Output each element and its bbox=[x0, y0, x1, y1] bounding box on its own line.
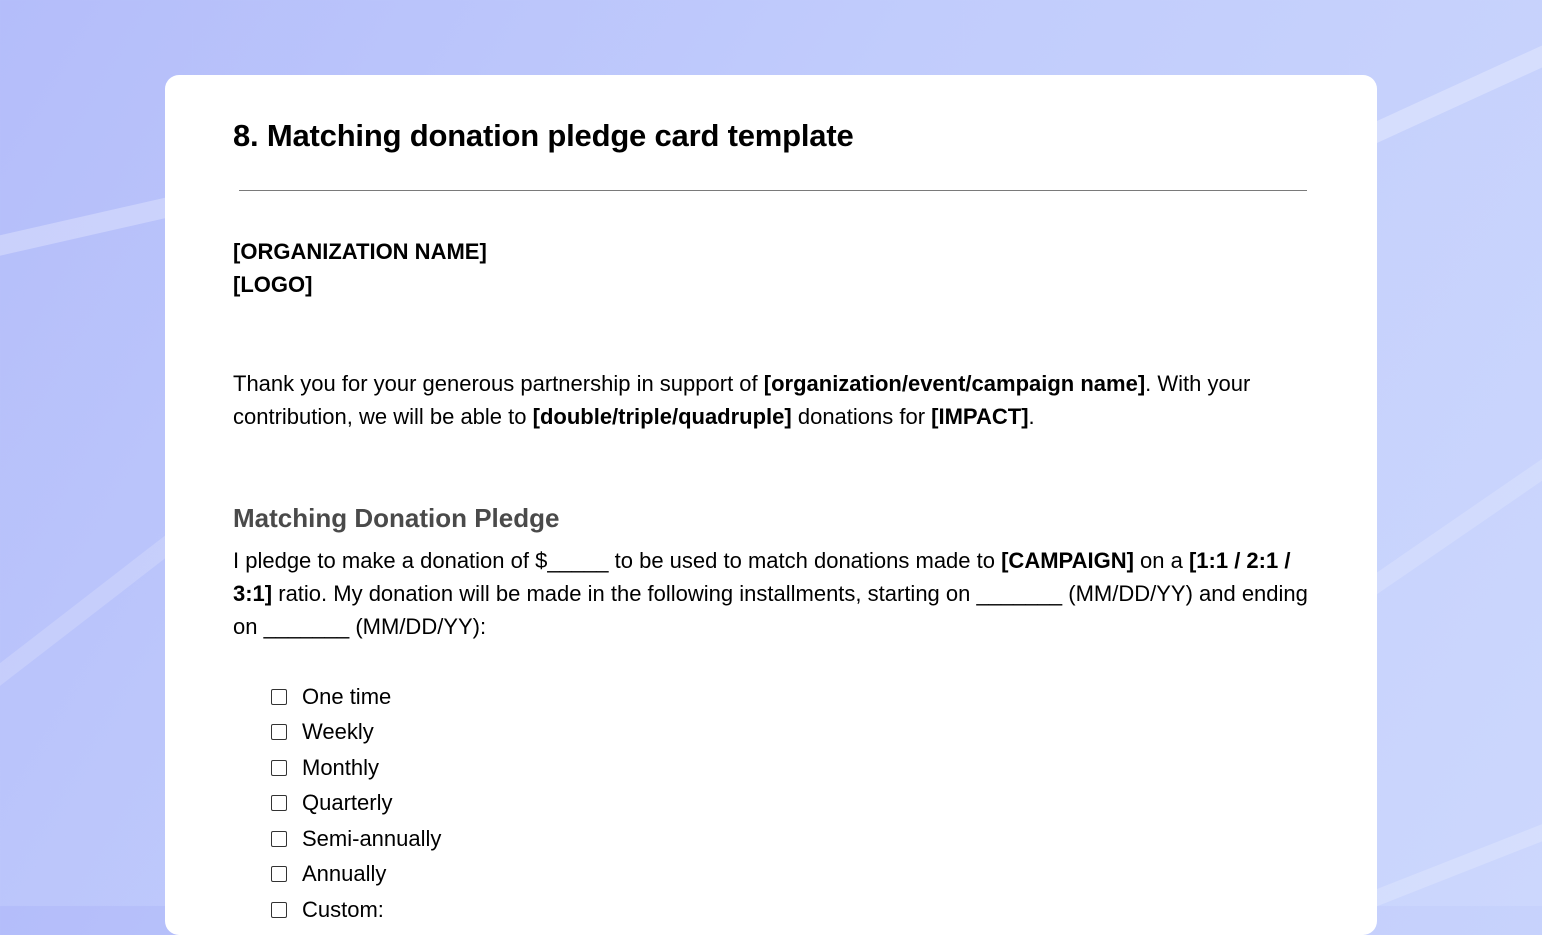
option-label: Custom: bbox=[302, 896, 384, 922]
option-quarterly[interactable] bbox=[271, 786, 1309, 822]
organization-name-placeholder: [ORGANIZATION NAME] bbox=[233, 239, 487, 264]
document-card bbox=[165, 75, 1377, 935]
checkbox-icon[interactable] bbox=[271, 689, 287, 705]
checkbox-icon[interactable] bbox=[271, 795, 287, 811]
option-label: Weekly bbox=[302, 719, 374, 745]
checkbox-icon[interactable] bbox=[271, 866, 287, 882]
option-custom[interactable] bbox=[271, 892, 1309, 928]
pledge-text-2: on a bbox=[1133, 548, 1189, 573]
intro-campaign-placeholder: [organization/event/campaign name] bbox=[763, 371, 1146, 396]
section-heading: Matching Donation Pledge bbox=[233, 503, 560, 533]
pledge-paragraph bbox=[233, 544, 1309, 643]
checkbox-icon[interactable] bbox=[271, 760, 287, 776]
pledge-text-1: I pledge to make a donation of $_____ to be used to match donations made to bbox=[233, 548, 1002, 573]
option-monthly[interactable] bbox=[271, 750, 1309, 786]
title-divider bbox=[239, 190, 1307, 191]
checkbox-icon[interactable] bbox=[271, 902, 287, 918]
intro-impact-placeholder: [IMPACT] bbox=[931, 404, 1029, 429]
checkbox-icon[interactable] bbox=[271, 724, 287, 740]
intro-text-4: . bbox=[1028, 404, 1035, 429]
intro-text-1: Thank you for your generous partnership in support of bbox=[233, 371, 764, 396]
option-label: Annually bbox=[302, 861, 387, 887]
document-title: 8. Matching donation pledge card template bbox=[233, 118, 854, 153]
option-label: One time bbox=[302, 683, 392, 709]
option-label: Quarterly bbox=[302, 790, 393, 816]
intro-paragraph bbox=[233, 367, 1309, 433]
organization-block bbox=[233, 235, 1309, 301]
intro-text-3: donations for bbox=[791, 404, 932, 429]
installment-options bbox=[271, 679, 1309, 928]
logo-placeholder: [LOGO] bbox=[233, 272, 313, 297]
pledge-campaign-placeholder: [CAMPAIGN] bbox=[1001, 548, 1134, 573]
intro-text-2: . With your contribution, we will be able to bbox=[233, 371, 1251, 429]
pledge-text-3: ratio. My donation will be made in the following installments, starting on _______ (MM/DD/YY) and ending on _______ (MM/DD/YY): bbox=[233, 581, 1308, 639]
option-label: Monthly bbox=[302, 754, 380, 780]
checkbox-icon[interactable] bbox=[271, 831, 287, 847]
option-annually[interactable] bbox=[271, 857, 1309, 893]
pledge-ratio-placeholder: [1:1 / 2:1 / 3:1] bbox=[233, 548, 1291, 606]
option-label: Semi-annually bbox=[302, 825, 442, 851]
option-weekly[interactable] bbox=[271, 715, 1309, 751]
option-one-time[interactable] bbox=[271, 679, 1309, 715]
intro-multiplier-placeholder: [double/triple/quadruple] bbox=[532, 404, 792, 429]
option-semi-annually[interactable] bbox=[271, 821, 1309, 857]
